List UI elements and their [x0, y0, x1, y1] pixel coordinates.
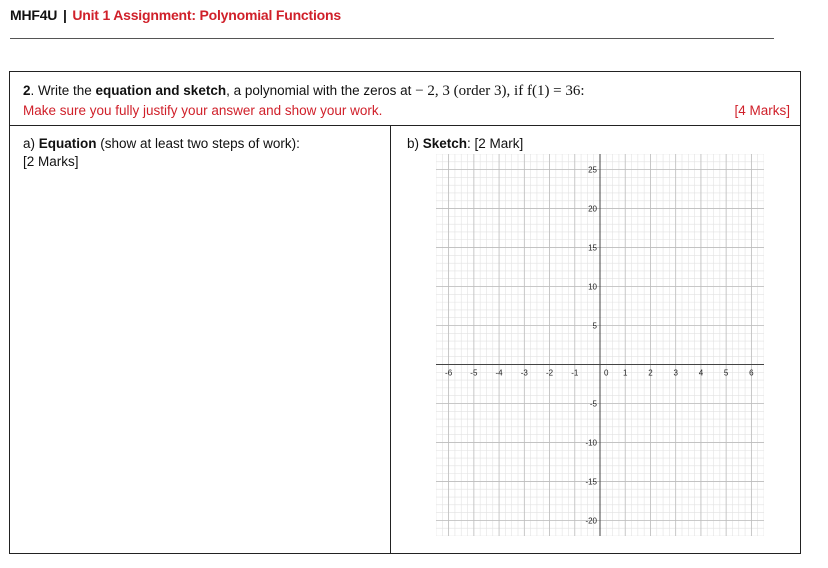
y-tick-label: -10 [585, 438, 597, 448]
x-tick-label: -5 [470, 368, 478, 378]
part-b-label: b) [407, 136, 423, 151]
part-a-title [23, 136, 300, 151]
x-tick-label: -3 [520, 368, 528, 378]
x-tick-label: 5 [723, 368, 729, 378]
part-b-bold: Sketch [422, 136, 468, 151]
y-tick-label: 15 [588, 243, 597, 253]
header-separator: | [62, 7, 67, 23]
origin-label: 0 [604, 368, 609, 378]
page-header [10, 7, 341, 23]
course-code: MHF4U [10, 7, 58, 23]
y-tick-label: -5 [589, 399, 597, 409]
y-tick-label: 5 [592, 321, 597, 331]
question-row [10, 72, 800, 126]
y-tick-label: 25 [588, 165, 597, 175]
y-tick-label: 20 [588, 204, 597, 214]
question-middle: , a polynomial with the zeros at [226, 83, 412, 98]
part-b-title [407, 136, 523, 151]
y-tick-label: -15 [585, 477, 597, 487]
x-tick-label: -6 [445, 368, 453, 378]
x-tick-label: -2 [545, 368, 554, 378]
part-a-bold: Equation [38, 136, 97, 151]
y-tick-label: -20 [585, 516, 597, 526]
question-number: 2 [23, 83, 31, 98]
assignment-title: Unit 1 Assignment: Polynomial Functions [72, 7, 341, 23]
header-rule [10, 38, 774, 39]
column-divider [390, 126, 391, 553]
sketch-grid[interactable] [436, 154, 764, 536]
x-tick-label: 3 [673, 368, 678, 378]
y-tick-label: 10 [588, 282, 597, 292]
part-a-marks: [2 Marks] [23, 154, 79, 169]
x-tick-label: 6 [749, 368, 754, 378]
x-tick-label: 4 [698, 368, 704, 378]
x-tick-label: -4 [495, 368, 503, 378]
instruction-text: Make sure you fully justify your answer and show your work. [23, 103, 383, 118]
part-b-rest: : [2 Mark] [467, 136, 524, 151]
x-tick-label: 1 [623, 368, 628, 378]
question-marks: [4 Marks] [734, 103, 790, 118]
question-bold: equation and sketch [95, 83, 227, 98]
part-a-label: a) [23, 136, 39, 151]
question-text [23, 83, 585, 100]
question-prefix: . Write the [30, 83, 96, 98]
x-tick-label: -1 [571, 368, 579, 378]
question-math: − 2, 3 (order 3), if f(1) = 36: [415, 83, 585, 99]
part-a-rest: (show at least two steps of work): [96, 136, 300, 151]
x-tick-label: 2 [648, 368, 653, 378]
